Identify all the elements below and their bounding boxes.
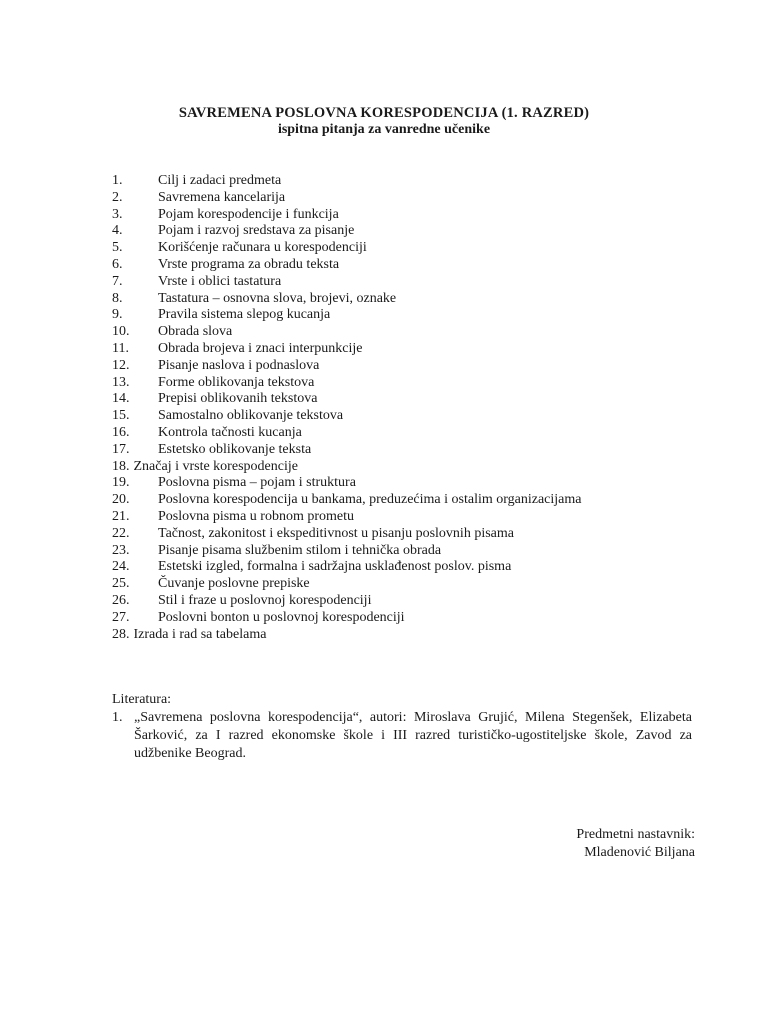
question-text: Obrada brojeva i znaci interpunkcije — [158, 340, 363, 356]
list-item — [112, 223, 672, 240]
list-item — [112, 391, 672, 408]
list-item — [112, 593, 672, 610]
question-text: Vrste i oblici tastatura — [158, 273, 282, 289]
question-text: Estetsko oblikovanje teksta — [158, 441, 312, 457]
question-number: 27. — [112, 609, 130, 625]
question-text: Savremena kancelarija — [158, 189, 286, 205]
question-number: 5. — [112, 240, 123, 256]
document-subtitle: ispitna pitanja za vanredne učenike — [277, 122, 491, 137]
question-text: Kontrola tačnosti kucanja — [158, 424, 302, 440]
question-text: Čuvanje poslovne prepiske — [158, 576, 310, 592]
list-item — [112, 358, 672, 375]
list-item — [112, 257, 672, 274]
question-text: Pisanje naslova i podnaslova — [158, 357, 320, 373]
list-item — [112, 425, 672, 442]
list-item — [112, 543, 672, 560]
question-text: Poslovna korespodencija u bankama, preduzećima i ostalim organizacijama — [158, 492, 582, 508]
question-number: 2. — [112, 189, 123, 205]
list-item — [112, 240, 672, 257]
question-number: 18. — [112, 458, 130, 474]
question-text: Poslovni bonton u poslovnoj korespodenciji — [158, 609, 405, 625]
question-text: Forme oblikovanja tekstova — [158, 374, 315, 390]
literature-heading: Literatura: — [112, 692, 172, 707]
question-text: Pisanje pisama službenim stilom i tehnička obrada — [158, 542, 442, 558]
question-text: Estetski izgled, formalna i sadržajna usklađenost poslov. pisma — [158, 559, 512, 575]
list-item — [112, 475, 672, 492]
list-item — [112, 307, 672, 324]
list-item — [112, 576, 672, 593]
list-item — [112, 324, 672, 341]
question-text: Korišćenje računara u korespodenciji — [158, 240, 367, 256]
question-text: Stil i fraze u poslovnoj korespodenciji — [158, 592, 372, 608]
question-number: 6. — [112, 256, 123, 272]
literature-item — [112, 709, 692, 763]
list-item — [112, 559, 672, 576]
question-number: 23. — [112, 542, 130, 558]
document-title: SAVREMENA POSLOVNA KORESPODENCIJA (1. RAZRED) — [178, 105, 590, 121]
question-number: 25. — [112, 576, 130, 592]
list-item — [112, 207, 672, 224]
list-item — [112, 459, 672, 476]
question-number: 22. — [112, 525, 130, 541]
list-item — [112, 274, 672, 291]
question-number: 24. — [112, 559, 130, 575]
literature-text: „Savremena poslovna korespodencija“, autori: Miroslava Grujić, Milena Stegenšek, Elizabeta Šarković, za I razred ekonomske škole i III razred turističko-ugostiteljske škole, Zavod za udžbenike Beograd. — [134, 710, 692, 761]
question-number: 3. — [112, 206, 123, 222]
signature-name: Mladenović Biljana — [584, 845, 695, 860]
question-number: 14. — [112, 391, 130, 407]
question-text: Cilj i zadaci predmeta — [158, 173, 282, 188]
list-item — [112, 610, 672, 627]
question-number: 26. — [112, 592, 130, 608]
question-number: 19. — [112, 475, 130, 491]
question-text: Tastatura – osnovna slova, brojevi, oznake — [158, 290, 397, 306]
question-number: 16. — [112, 424, 130, 440]
list-item — [112, 408, 672, 425]
question-number: 12. — [112, 357, 130, 373]
question-number: 21. — [112, 508, 130, 524]
question-number: 7. — [112, 273, 123, 289]
question-text: Poslovna pisma u robnom prometu — [158, 508, 354, 524]
list-item — [112, 375, 672, 392]
question-text: Tačnost, zakonitost i ekspeditivnost u pisanju poslovnih pisama — [158, 525, 514, 541]
list-item — [112, 190, 672, 207]
list-item — [112, 526, 672, 543]
question-text: Obrada slova — [158, 324, 233, 340]
question-number: 8. — [112, 290, 123, 306]
question-text: Izrada i rad sa tabelama — [133, 626, 267, 642]
question-text: Značaj i vrste korespodencije — [133, 458, 298, 474]
question-text: Prepisi oblikovanih tekstova — [158, 391, 318, 407]
question-number: 10. — [112, 324, 130, 340]
question-text: Vrste programa za obradu teksta — [158, 256, 340, 272]
question-number: 13. — [112, 374, 130, 390]
question-number: 17. — [112, 441, 130, 457]
question-text: Poslovna pisma – pojam i struktura — [158, 475, 356, 491]
question-number: 1. — [112, 173, 123, 188]
question-number: 28. — [112, 626, 130, 642]
question-number: 20. — [112, 492, 130, 508]
question-text: Pravila sistema slepog kucanja — [158, 307, 331, 323]
list-item — [112, 442, 672, 459]
list-item — [112, 341, 672, 358]
question-list — [112, 173, 672, 643]
list-item — [112, 173, 672, 190]
question-number: 15. — [112, 408, 130, 424]
list-item — [112, 627, 672, 644]
question-number: 9. — [112, 307, 123, 323]
question-text: Pojam korespodencije i funkcija — [158, 206, 339, 222]
signature-role: Predmetni nastavnik: — [576, 827, 695, 842]
list-item — [112, 291, 672, 308]
question-number: 4. — [112, 223, 123, 239]
list-item — [112, 492, 672, 509]
list-item — [112, 509, 672, 526]
question-text: Pojam i razvoj sredstava za pisanje — [158, 223, 355, 239]
question-text: Samostalno oblikovanje tekstova — [158, 408, 344, 424]
signature-block — [576, 826, 695, 862]
question-number: 11. — [112, 340, 129, 356]
literature-number: 1. — [112, 710, 123, 725]
